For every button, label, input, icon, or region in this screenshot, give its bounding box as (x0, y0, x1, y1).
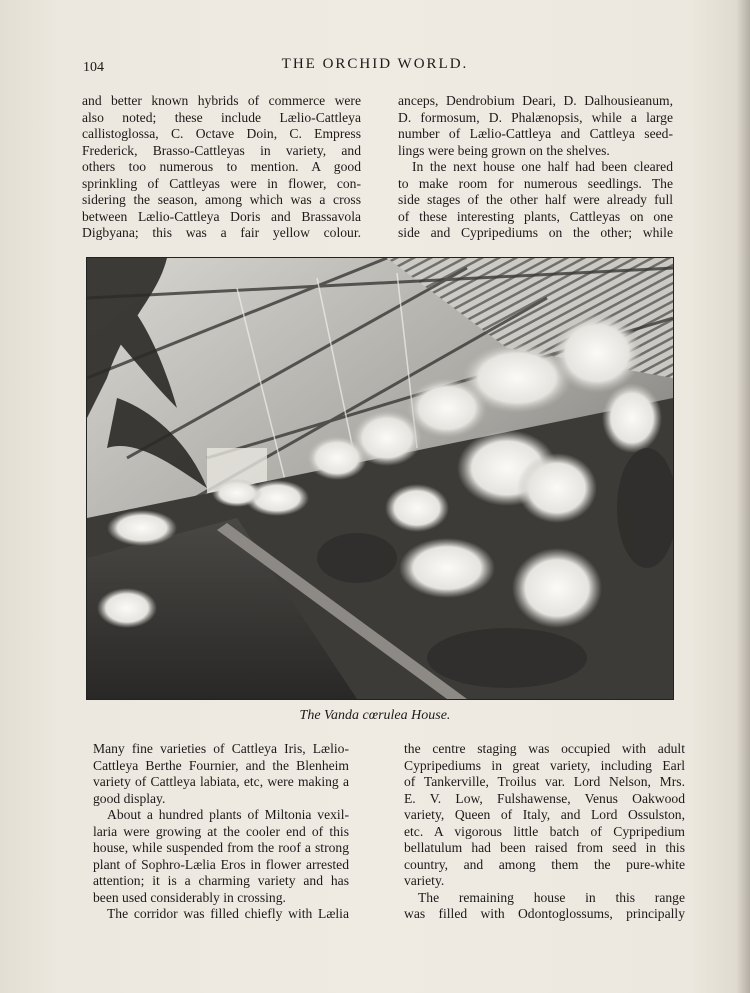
text-line: lings were being grown on the shelves. (398, 142, 610, 158)
text-line: E. V. Low, Fulshawense, Venus Oakwood (404, 790, 685, 806)
text-line: In the next house one half had been cleared (412, 159, 673, 174)
text-line: good display. (93, 790, 166, 806)
text-line: also noted; these include Lælio-Cattleya (82, 109, 361, 125)
text-line: others too numerous to mention. A good (82, 159, 361, 174)
text-line: Cattleya Berthe Fournier, and the Blenheim (93, 757, 349, 773)
photograph-image (87, 258, 673, 699)
text-line: Digbyana; this was a fair yellow colour. (82, 225, 361, 240)
text-line: The corridor was filled chiefly with Lælia (107, 906, 349, 921)
text-line: etc. A vigorous little batch of Cypripedium (404, 823, 685, 839)
text-line: laria were growing at the cooler end of this (93, 823, 349, 839)
text-line: Many fine varieties of Cattleya Iris, Lælio- (93, 741, 349, 756)
page-edge-shadow (736, 0, 750, 993)
page-number: 104 (83, 60, 104, 75)
column-bottom-left (93, 741, 349, 923)
text-line: sidering the season, among which was a cross (82, 192, 361, 207)
text-line: About a hundred plants of Miltonia vexil- (107, 807, 349, 822)
text-line: was filled with Odontoglossums, principally (404, 906, 685, 921)
column-bottom-right (404, 741, 685, 923)
column-top-right (398, 93, 673, 242)
text-line: D. formosum, D. Phalænopsis, while a large (398, 109, 673, 125)
text-line: plant of Sophro-Lælia Eros in flower arrested (93, 856, 349, 872)
text-line: of these interesting plants, Cattleyas on one (398, 208, 673, 224)
text-line: Cypripediums in great variety, including Earl (404, 757, 685, 773)
text-line: number of Lælio-Cattleya and Cattleya seed- (398, 126, 673, 141)
text-line: side stages of the other half were already full (398, 192, 673, 207)
text-line: variety of Cattleya labiata, etc, were making a (93, 774, 349, 789)
text-line: house, while suspended from the roof a strong (93, 840, 349, 855)
text-line: attention; it is a charming variety and has (93, 873, 349, 888)
text-line: Frederick, Brasso-Cattleyas in variety, and (82, 142, 361, 158)
text-line: The remaining house in this range (418, 889, 685, 905)
text-line: variety, Queen of Italy, and Lord Ossulston, (404, 807, 685, 822)
column-top-left (82, 93, 361, 242)
text-line: bellatulum had been raised from seed in this (404, 840, 685, 855)
greenhouse-photograph (86, 257, 674, 700)
text-line: callistoglossa, C. Octave Doin, C. Empress (82, 126, 361, 141)
text-line: anceps, Dendrobium Deari, D. Dalhousieanum, (398, 93, 673, 108)
text-line: to make room for numerous seedlings. The (398, 175, 673, 191)
text-line: of Tankerville, Troilus var. Lord Nelson, Mrs. (404, 774, 685, 789)
figure-caption: The Vanda cœrulea House. (299, 708, 451, 723)
text-line: country, and among them the pure-white (404, 856, 685, 872)
text-line: side and Cypripediums on the other; while (398, 225, 673, 240)
text-line: between Lælio-Cattleya Doris and Brassavola (82, 208, 361, 224)
text-line: sprinkling of Cattleyas were in flower, con- (82, 175, 361, 191)
text-line: the centre staging was occupied with adult (404, 741, 685, 756)
text-line: variety. (404, 873, 445, 888)
text-line: been used considerably in crossing. (93, 889, 286, 905)
running-title: THE ORCHID WORLD. (281, 56, 469, 72)
text-line: and better known hybrids of commerce were (82, 93, 361, 108)
